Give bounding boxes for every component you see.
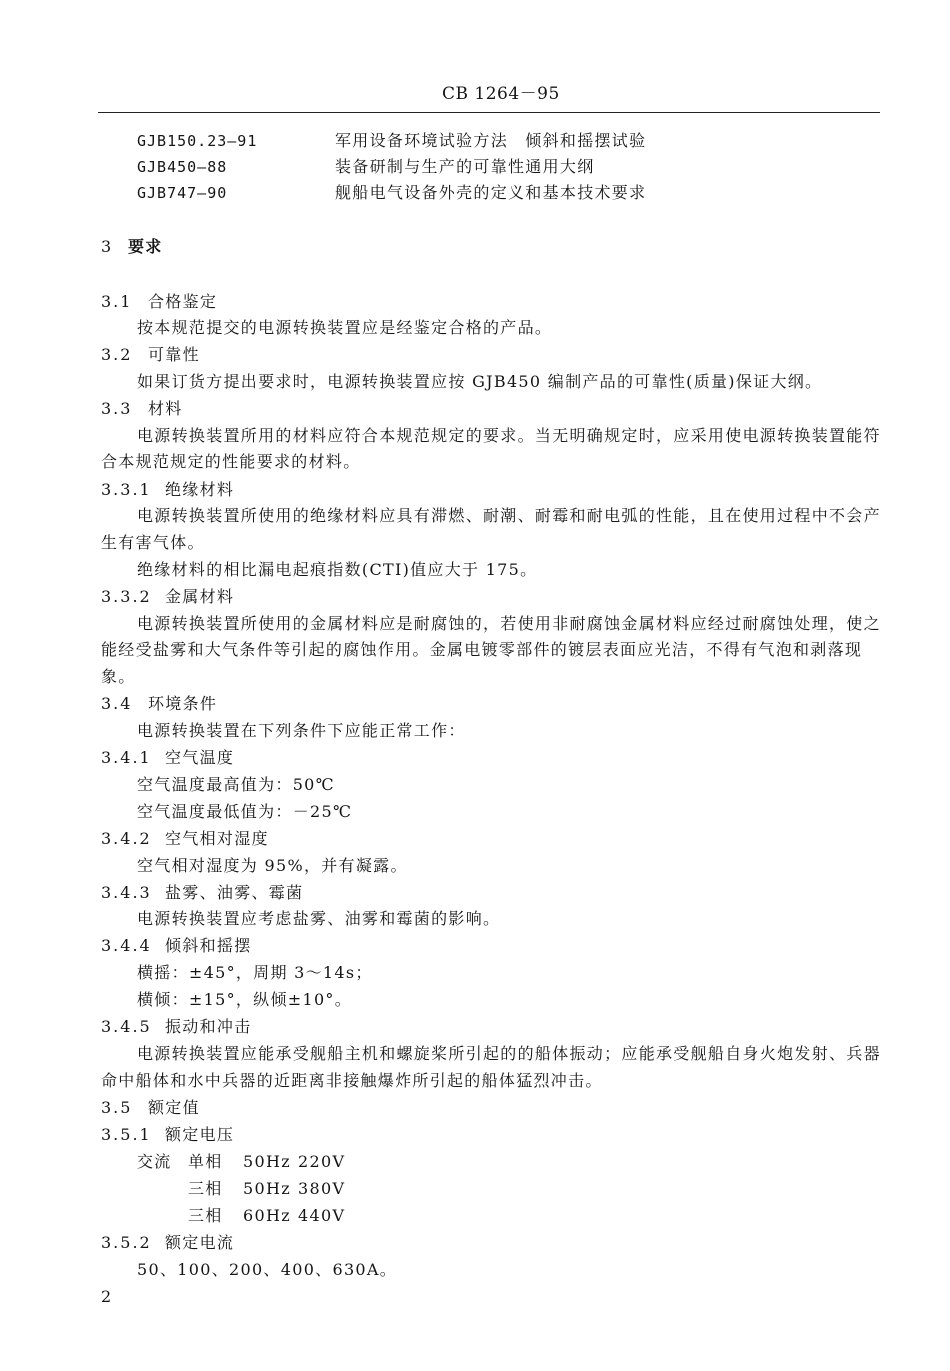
paragraph-line: 合本规范规定的性能要求的材料。 xyxy=(101,452,361,471)
paragraph-line: 命中船体和水中兵器的近距离非接触爆炸所引起的船体猛烈冲击。 xyxy=(101,1071,603,1090)
paragraph-line: 电源转换装置应考虑盐雾、油雾和霉菌的影响。 xyxy=(137,909,501,928)
section-number: 3.4.3 xyxy=(101,883,152,902)
section-number: 3.5.1 xyxy=(101,1125,152,1144)
paragraph-line: 能经受盐雾和大气条件等引起的腐蚀作用。金属电镀零部件的镀层表面应光洁，不得有气泡和剥落现 xyxy=(101,640,863,659)
section-title: 合格鉴定 xyxy=(148,292,218,311)
section-number: 3.2 xyxy=(101,345,133,364)
voltage-value: 440V xyxy=(298,1206,346,1225)
voltage-frequency: 50Hz xyxy=(243,1152,291,1171)
paragraph-line: 50、100、200、400、630A。 xyxy=(137,1260,398,1279)
paragraph-line: 绝缘材料的相比漏电起痕指数(CTI)值应大于 175。 xyxy=(137,560,538,579)
section-title: 材料 xyxy=(148,399,183,418)
section-number: 3.3.1 xyxy=(101,480,152,499)
section-number: 3.4.1 xyxy=(101,748,152,767)
paragraph-line: 空气相对湿度为 95%，并有凝露。 xyxy=(137,856,408,875)
reference-title: 装备研制与生产的可靠性通用大纲 xyxy=(335,157,595,176)
current-type: 交流 xyxy=(137,1152,172,1171)
section-number: 3.4.5 xyxy=(101,1017,152,1036)
voltage-value: 380V xyxy=(298,1179,346,1198)
paragraph-line: 电源转换装置所使用的金属材料应是耐腐蚀的，若使用非耐腐蚀金属材料应经过耐腐蚀处理，使之 xyxy=(137,614,881,633)
section-title: 额定值 xyxy=(148,1098,200,1117)
voltage-phase: 单相 xyxy=(188,1152,223,1171)
voltage-value: 220V xyxy=(298,1152,346,1171)
voltage-phase: 三相 xyxy=(188,1179,223,1198)
section-title: 要求 xyxy=(128,237,163,256)
reference-title: 舰船电气设备外壳的定义和基本技术要求 xyxy=(335,183,647,202)
section-number: 3.5 xyxy=(101,1098,133,1117)
section-number: 3.3 xyxy=(101,399,133,418)
section-title: 可靠性 xyxy=(148,345,200,364)
paragraph-line: 横摇：±45°，周期 3～14s； xyxy=(137,963,373,982)
section-title: 金属材料 xyxy=(165,587,235,606)
reference-code: GJB747—90 xyxy=(137,184,228,202)
section-number: 3.4.4 xyxy=(101,936,152,955)
header-rule xyxy=(98,112,880,113)
paragraph-line: 按本规范提交的电源转换装置应是经鉴定合格的产品。 xyxy=(137,318,553,337)
paragraph-line: 象。 xyxy=(101,667,136,686)
voltage-frequency: 50Hz xyxy=(243,1179,291,1198)
paragraph-line: 电源转换装置在下列条件下应能正常工作： xyxy=(137,721,466,740)
voltage-frequency: 60Hz xyxy=(243,1206,291,1225)
section-number: 3.3.2 xyxy=(101,587,152,606)
section-title: 环境条件 xyxy=(148,694,218,713)
reference-title: 军用设备环境试验方法 倾斜和摇摆试验 xyxy=(335,131,647,150)
paragraph-line: 电源转换装置应能承受舰船主机和螺旋桨所引起的的船体振动；应能承受舰船自身火炮发射、兵器 xyxy=(137,1044,881,1063)
document-code: CB 1264－95 xyxy=(442,84,560,104)
section-title: 振动和冲击 xyxy=(165,1017,252,1036)
section-number: 3.4 xyxy=(101,694,133,713)
paragraph-line: 生有害气体。 xyxy=(101,533,205,552)
paragraph-line: 横倾：±15°，纵倾±10°。 xyxy=(137,990,353,1009)
section-title: 空气温度 xyxy=(165,748,235,767)
page-number: 2 xyxy=(101,1287,113,1306)
section-number: 3.1 xyxy=(101,292,133,311)
paragraph-line: 空气温度最低值为：－25℃ xyxy=(137,802,353,821)
section-title: 绝缘材料 xyxy=(165,480,235,499)
paragraph-line: 电源转换装置所用的材料应符合本规范规定的要求。当无明确规定时，应采用使电源转换装置能符 xyxy=(137,426,881,445)
section-number: 3 xyxy=(101,237,114,256)
section-title: 倾斜和摇摆 xyxy=(165,936,252,955)
paragraph-line: 空气温度最高值为：50℃ xyxy=(137,775,335,794)
voltage-phase: 三相 xyxy=(188,1206,223,1225)
section-title: 空气相对湿度 xyxy=(165,829,269,848)
paragraph-line: 如果订货方提出要求时，电源转换装置应按 GJB450 编制产品的可靠性(质量)保证大纲。 xyxy=(137,372,823,391)
section-title: 盐雾、油雾、霉菌 xyxy=(165,883,304,902)
section-title: 额定电流 xyxy=(165,1233,235,1252)
paragraph-line: 电源转换装置所使用的绝缘材料应具有滞燃、耐潮、耐霉和耐电弧的性能，且在使用过程中不会产 xyxy=(137,506,881,525)
reference-code: GJB450—88 xyxy=(137,158,228,176)
section-title: 额定电压 xyxy=(165,1125,235,1144)
section-number: 3.5.2 xyxy=(101,1233,152,1252)
reference-code: GJB150.23—91 xyxy=(137,132,258,150)
section-number: 3.4.2 xyxy=(101,829,152,848)
